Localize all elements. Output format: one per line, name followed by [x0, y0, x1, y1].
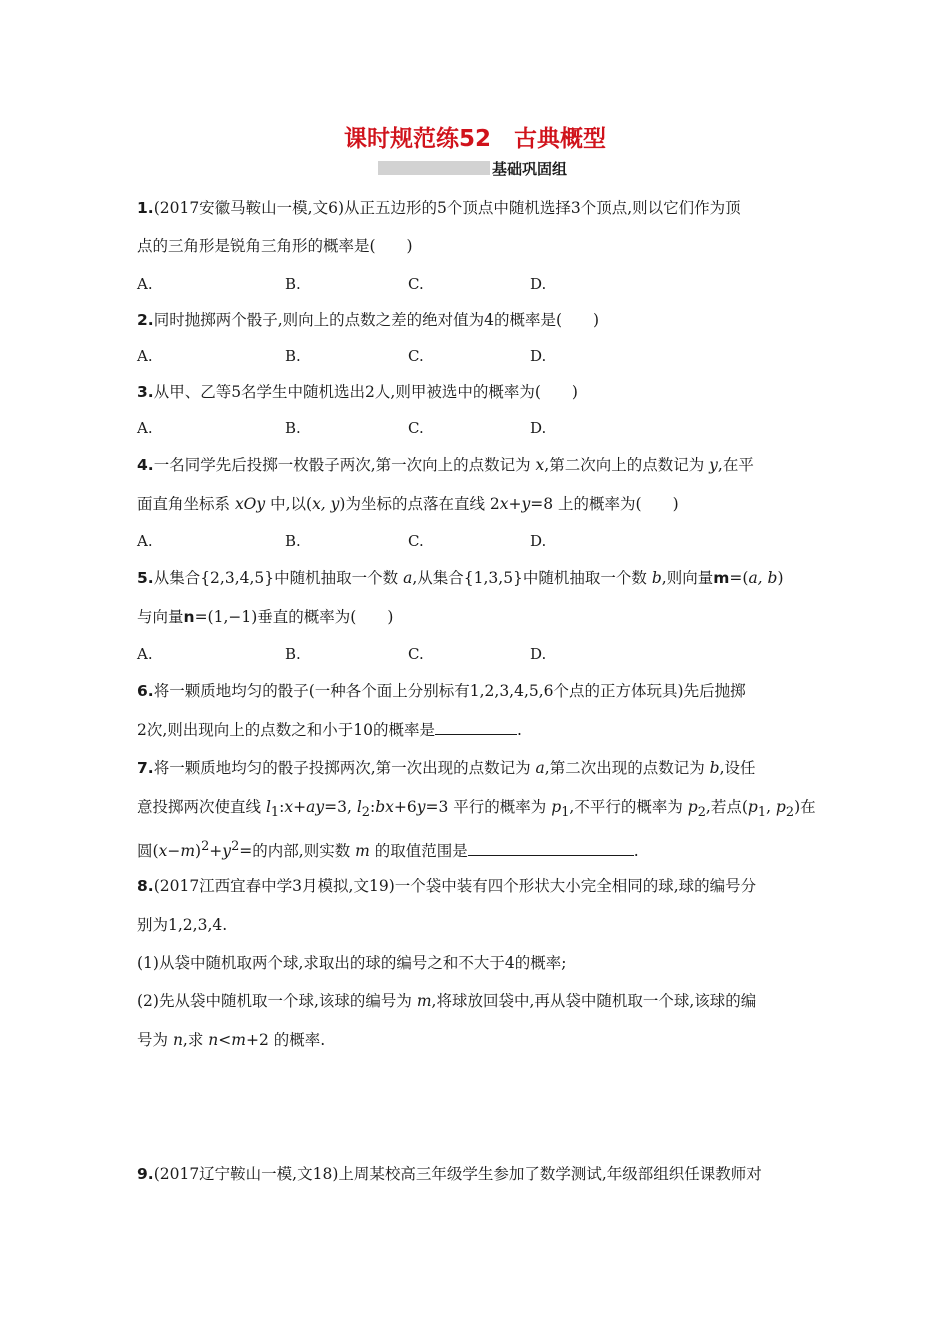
q7-var-y1: y	[416, 798, 426, 816]
q7-text-1c: ,设任	[719, 759, 756, 777]
q7-text-2d: =3,	[324, 798, 357, 816]
q1-number: 1.	[137, 199, 154, 217]
q8-part-2-line-2	[137, 1030, 325, 1050]
q7-var-x3: x	[158, 842, 168, 861]
q7-sub-pp2: 2	[785, 805, 795, 821]
q4-text-2d: +	[508, 495, 522, 513]
q4-text-1c: ,在平	[717, 456, 754, 474]
q8-line-2: 别为1,2,3,4.	[137, 916, 228, 934]
q7-text-2a: 意投掷两次使直线	[137, 798, 266, 816]
q7-text-2f: +6	[393, 798, 417, 816]
q7-line-1	[137, 758, 756, 778]
q7-number: 7.	[137, 759, 154, 777]
q7-var-pp2: p	[775, 798, 786, 816]
q4-text-2e: =8 上的概率为( )	[530, 495, 679, 513]
q2-text: 同时抛掷两个骰子,则向上的点数之差的绝对值为4的概率是( )	[153, 311, 600, 329]
q7-sub-p1: 1	[561, 805, 570, 821]
q4-number: 4.	[137, 456, 154, 474]
q7-sub-1: 1	[270, 805, 280, 821]
q4-var-xy: x, y	[312, 495, 340, 513]
q8-text-p2a: (2)先从袋中随机取一个球,该球的编号为	[137, 992, 417, 1010]
q8-number: 8.	[137, 877, 154, 895]
q7-var-m4: m	[355, 842, 370, 861]
q7-text-3a: 圆(	[137, 842, 159, 861]
q7-var-b: b	[709, 759, 720, 777]
q8-line-1	[137, 876, 756, 896]
q7-var-l2: l	[356, 798, 362, 816]
q4-option-c: C.	[408, 532, 424, 550]
q4-text-2b: 中,以(	[265, 495, 313, 513]
q7-sup-1: 2	[201, 839, 210, 854]
q7-var-p1: p	[551, 798, 562, 816]
q4-var-x: x	[535, 456, 545, 474]
q2-line-1	[137, 310, 599, 330]
q8-var-n2: n	[208, 1031, 219, 1049]
q2-number: 2.	[137, 311, 154, 329]
q7-text-1a: 将一颗质地均匀的骰子投掷两次,第一次出现的点数记为	[153, 759, 536, 777]
q7-text-3b: −	[167, 842, 181, 861]
q7-text-3e: =	[239, 842, 253, 861]
q9-line-1	[137, 1164, 762, 1184]
section-bar	[378, 161, 490, 175]
q7-text-2k: )在	[794, 798, 816, 816]
q4-line-2	[137, 494, 679, 514]
q4-var-x2: x	[499, 495, 509, 513]
q9-number: 9.	[137, 1165, 154, 1183]
q5-vector-n: n	[183, 608, 195, 626]
q4-text-1a: 一名同学先后投掷一枚骰子两次,第一次向上的点数记为	[153, 456, 536, 474]
q7-var-m3: m	[180, 842, 196, 861]
q5-vector-m: m	[713, 569, 730, 587]
q4-line-1	[137, 455, 754, 475]
q6-text-2b: .	[517, 721, 522, 739]
q7-sub-pp1: 1	[757, 805, 767, 821]
q7-text-2c: +	[293, 798, 307, 816]
q7-text-3f: 的内部,则实数	[252, 842, 356, 861]
q4-text-2a: 面直角坐标系	[137, 495, 235, 513]
q7-text-1b: ,第二次出现的点数记为	[544, 759, 710, 777]
q3-text: 从甲、乙等5名学生中随机选出2人,则甲被选中的概率为( )	[153, 383, 578, 401]
q7-text-2e: :	[370, 798, 376, 816]
q7-text-2i: ,若点(	[705, 798, 748, 816]
q3-option-b: B.	[285, 419, 301, 437]
q1-line-2: 点的三角形是锐角三角形的概率是( )	[137, 237, 413, 255]
q7-var-l1: l	[265, 798, 271, 816]
q8-text-p3d: +2 的概率.	[245, 1031, 326, 1049]
q6-text-1: 将一颗质地均匀的骰子(一种各个面上分别标有1,2,3,4,5,6个点的正方体玩具)先后抛掷	[153, 682, 746, 700]
q1-option-c: C.	[408, 275, 424, 293]
q7-text-3d: +	[209, 842, 223, 861]
q6-number: 6.	[137, 682, 154, 700]
q7-sub-2: 2	[361, 805, 370, 821]
q8-text-p3c: <	[218, 1031, 232, 1049]
q5-text-1d: =(	[729, 569, 749, 587]
q7-line-3	[137, 837, 639, 861]
q7-text-3h: .	[633, 842, 639, 861]
q5-text-1a: 从集合{2,3,4,5}中随机抽取一个数	[153, 569, 404, 587]
q7-var-y3: y	[222, 842, 232, 861]
q7-sub-p2: 2	[697, 805, 706, 821]
q7-text-3c: )	[195, 842, 202, 861]
q7-text-2j: ,	[766, 798, 776, 816]
q3-number: 3.	[137, 383, 154, 401]
q5-text-2b: =(1,−1)垂直的概率为( )	[194, 608, 394, 626]
q8-part-2-line-1	[137, 991, 756, 1011]
q6-answer-blank	[435, 720, 517, 735]
q4-option-a: A.	[137, 532, 153, 550]
q6-text-2a: 2次,则出现向上的点数之和小于10的概率是	[137, 721, 436, 739]
q5-text-1b: ,从集合{1,3,5}中随机抽取一个数	[412, 569, 652, 587]
q4-text-2c: )为坐标的点落在直线 2	[339, 495, 500, 513]
q5-text-2a: 与向量	[137, 608, 184, 626]
q5-option-d: D.	[530, 645, 547, 663]
q8-text-p3a: 号为	[137, 1031, 173, 1049]
q5-number: 5.	[137, 569, 154, 587]
q8-var-n: n	[172, 1031, 183, 1049]
q8-text-p3b: ,求	[182, 1031, 209, 1049]
q5-option-c: C.	[408, 645, 424, 663]
q5-var-a: a	[403, 569, 413, 587]
q5-text-1e: )	[777, 569, 784, 587]
q4-var-y2: y	[521, 495, 531, 513]
q8-text-1: (2017江西宜春中学3月模拟,文19)一个袋中装有四个形状大小完全相同的球,球的编号分	[153, 877, 757, 895]
q4-text-1b: ,第二次向上的点数记为	[544, 456, 710, 474]
q1-line-1	[137, 198, 741, 218]
q7-sup-2: 2	[231, 839, 240, 854]
q7-var-pp1: p	[747, 798, 758, 816]
q7-var-a: a	[535, 759, 545, 777]
q2-option-a: A.	[137, 347, 153, 365]
q4-option-b: B.	[285, 532, 301, 550]
q3-option-d: D.	[530, 419, 547, 437]
q2-option-b: B.	[285, 347, 301, 365]
q3-option-a: A.	[137, 419, 153, 437]
q8-text-p2b: ,将球放回袋中,再从袋中随机取一个球,该球的编	[431, 992, 757, 1010]
q1-option-b: B.	[285, 275, 301, 293]
q8-var-m2: m	[231, 1031, 246, 1049]
q7-answer-blank	[468, 841, 634, 856]
q3-line-1	[137, 382, 578, 402]
q1-option-d: D.	[530, 275, 547, 293]
q5-text-1c: ,则向量	[661, 569, 714, 587]
q7-text-2g: =3 平行的概率为	[425, 798, 552, 816]
q5-line-2	[137, 607, 393, 627]
q2-option-c: C.	[408, 347, 424, 365]
q4-var-xoy: xOy	[234, 495, 266, 513]
q1-option-a: A.	[137, 275, 153, 293]
q1-text-1: (2017安徽马鞍山一模,文6)从正五边形的5个顶点中随机选择3个顶点,则以它们作为顶	[153, 199, 741, 217]
q4-var-y: y	[709, 456, 718, 474]
q6-line-1	[137, 681, 746, 701]
q8-var-m: m	[416, 992, 432, 1010]
q9-text-1: (2017辽宁鞍山一模,文18)上周某校高三年级学生参加了数学测试,年级部组织任课教师对	[153, 1165, 762, 1183]
q4-option-d: D.	[530, 532, 547, 550]
section-label: 基础巩固组	[492, 160, 568, 178]
q7-text-3g: 的取值范围是	[369, 842, 468, 861]
q7-line-2	[137, 797, 816, 823]
q7-var-x1: x	[284, 798, 294, 816]
q5-var-b: b	[651, 569, 662, 587]
q7-var-ay: ay	[306, 798, 325, 816]
page-title: 课时规范练52 古典概型	[343, 126, 606, 152]
q8-part-1: (1)从袋中随机取两个球,求取出的球的编号之和不大于4的概率;	[137, 954, 567, 972]
q7-var-p2: p	[687, 798, 698, 816]
q5-line-1	[137, 568, 784, 588]
q6-line-2	[137, 720, 522, 740]
q5-var-ab: a, b	[748, 569, 778, 587]
q5-option-a: A.	[137, 645, 153, 663]
q7-text-2h: ,不平行的概率为	[569, 798, 688, 816]
q3-option-c: C.	[408, 419, 424, 437]
q2-option-d: D.	[530, 347, 547, 365]
q7-var-bx: bx	[375, 798, 394, 816]
q5-option-b: B.	[285, 645, 301, 663]
q7-text-2b: :	[279, 798, 285, 816]
